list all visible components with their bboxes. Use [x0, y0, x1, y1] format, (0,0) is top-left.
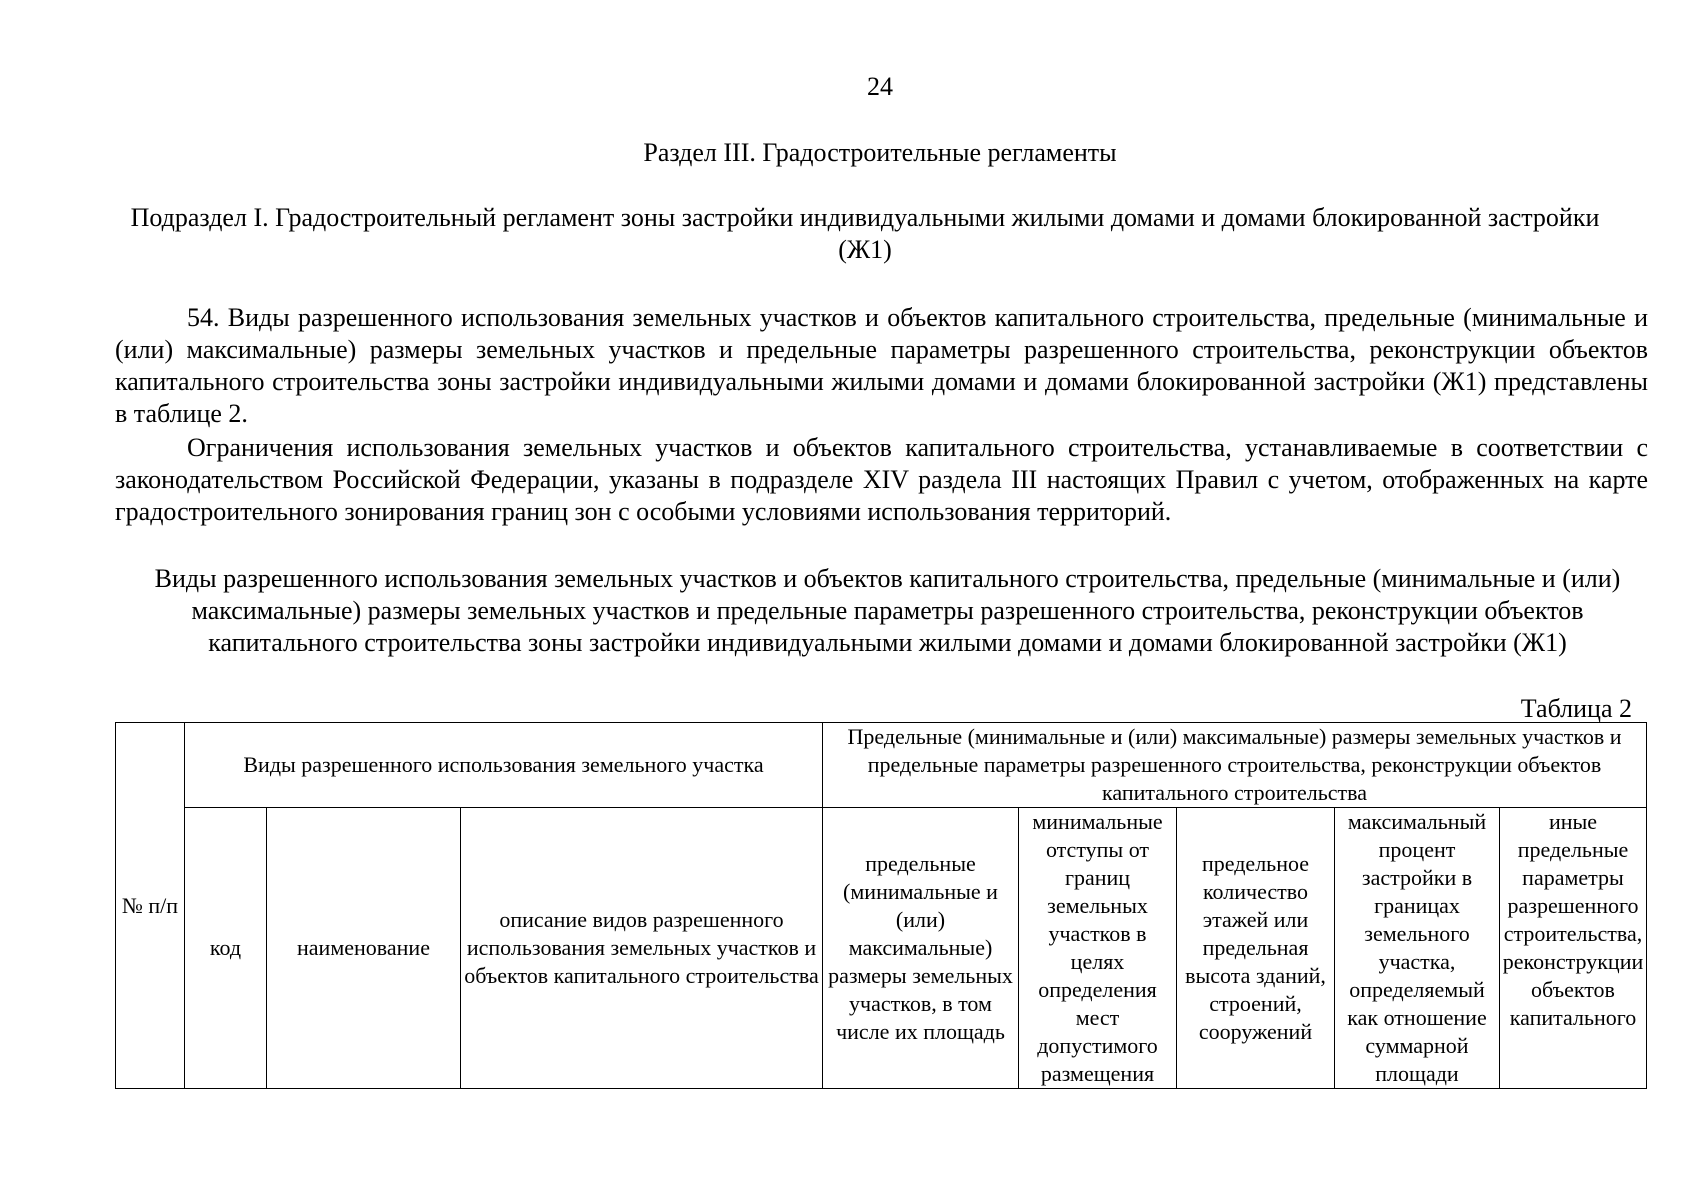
table-label: Таблица 2: [1520, 694, 1632, 723]
col-header-coverage: максимальный процент застройки в границах земельного участка, определяемый как отношение суммарной площади: [1335, 808, 1500, 1089]
page-number: 24: [867, 72, 893, 101]
subsection-title: Подраздел I. Градостроительный регламент зоны застройки индивидуальными жилыми домами и домами блокированной застройки (Ж1): [130, 203, 1600, 264]
col-header-number: № п/п: [116, 723, 185, 1089]
col-header-setbacks: минимальные отступы от границ земельных участков в целях определения мест допустимого размещения: [1019, 808, 1177, 1089]
col-header-plot-size: предельные (минимальные и (или) максимальные) размеры земельных участков, в том числе их площадь: [823, 808, 1019, 1089]
paragraph-54: 54. Виды разрешенного использования земельных участков и объектов капитального строительства, предельные (минимальные и (или) максимальные) размеры земельных участков и предельные параметры разрешенного строительства, реконструкции объектов капитального строительства зоны застройки индивидуальными жилыми домами и домами блокированной застройки (Ж1) представлены в таблице 2.: [115, 303, 1648, 428]
table-caption: Виды разрешенного использования земельных участков и объектов капитального строительства, предельные (минимальные и (или) максимальные) размеры земельных участков и предельные параметры разрешенного строительства, реконструкции объектов капитального строительства зоны застройки индивидуальными жилыми домами и домами блокированной застройки (Ж1): [154, 564, 1621, 657]
section-title: Раздел III. Градостроительные регламенты: [643, 138, 1117, 167]
col-header-code: код: [185, 808, 267, 1089]
group-header-permitted-use: Виды разрешенного использования земельного участка: [185, 723, 823, 808]
group-header-limit-parameters: Предельные (минимальные и (или) максимальные) размеры земельных участков и предельные параметры разрешенного строительства, реконструкции объектов капитального строительства: [823, 723, 1647, 808]
col-header-other-params: иные предельные параметры разрешенного строительства, реконструкции объектов капитального: [1500, 808, 1647, 1089]
regulations-table: [115, 722, 1647, 1089]
col-header-description: описание видов разрешенного использования земельных участков и объектов капитального строительства: [461, 808, 823, 1089]
paragraph-restrictions: Ограничения использования земельных участков и объектов капитального строительства, устанавливаемые в соответствии с законодательством Российской Федерации, указаны в подразделе XIV раздела III настоящих Правил с учетом, отображенных на карте градостроительного зонирования границ зон с особыми условиями использования территорий.: [115, 433, 1648, 526]
col-header-floors: предельное количество этажей или предельная высота зданий, строений, сооружений: [1177, 808, 1335, 1089]
col-header-name: наименование: [267, 808, 461, 1089]
